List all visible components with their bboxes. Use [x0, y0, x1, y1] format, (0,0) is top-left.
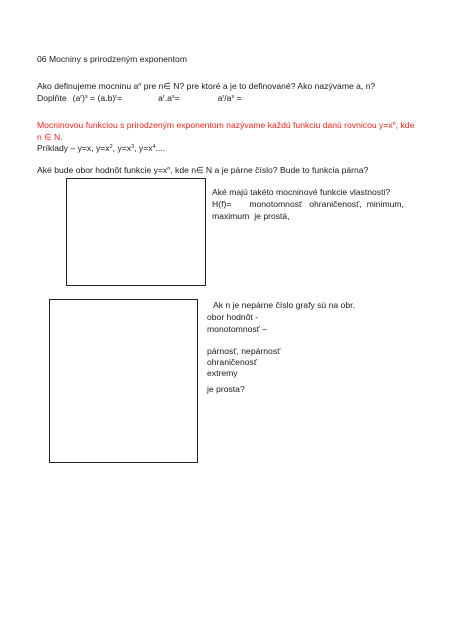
fill-in-rules: Doplňte $(a^r)^s = (a.b)^r= a^r.a^s= a^r/a^s$ =	[37, 93, 242, 103]
odd-props-bounded: ohraničenosť	[207, 357, 258, 367]
definition-line2: n ∈ N.	[37, 132, 63, 142]
graph-box-even	[66, 178, 206, 286]
odd-props-question: Ak n je nepárne číslo grafy sú na obr.	[213, 300, 355, 310]
odd-props-extrema: extremy	[207, 368, 238, 378]
page-title: 06 Mocniny s prirodzeným exponentom	[37, 54, 187, 64]
definition-line1: Mocninovou funkciou s prirodzeným exponentom nazývame každú funkciu danú rovnicou $y=x^n$, kde	[37, 120, 415, 130]
question-definition: Ako definujeme mocninu $a^n$ pre n∈ N? pre ktoré a je to definované? Ako nazývame a, n?	[37, 81, 376, 91]
examples: Príklady – y=x, $y=x^2$, $y=x^3$, $y=x^4$....	[37, 143, 166, 153]
odd-props-monotony: monotomnosť –	[207, 324, 268, 334]
question-range: Aké bude obor hodnôt funkcie $y=x^n$, kde n∈ N a je párne číslo? Bude to funkcia párna?	[37, 165, 369, 175]
even-props-row2: maximum je prostá,	[212, 211, 290, 221]
odd-props-range: obor hodnôt -	[207, 312, 259, 322]
even-props-question: Aké majú takéto mocninové funkcie vlastnosti?	[212, 187, 391, 197]
odd-props-parity: párnosť, nepárnosť	[207, 346, 281, 356]
odd-props-injective: je prosta?	[207, 384, 245, 394]
even-props-row1: H(f)= monotomnosť ohraničenosť, minimum,	[212, 199, 404, 209]
graph-box-odd	[49, 299, 198, 463]
